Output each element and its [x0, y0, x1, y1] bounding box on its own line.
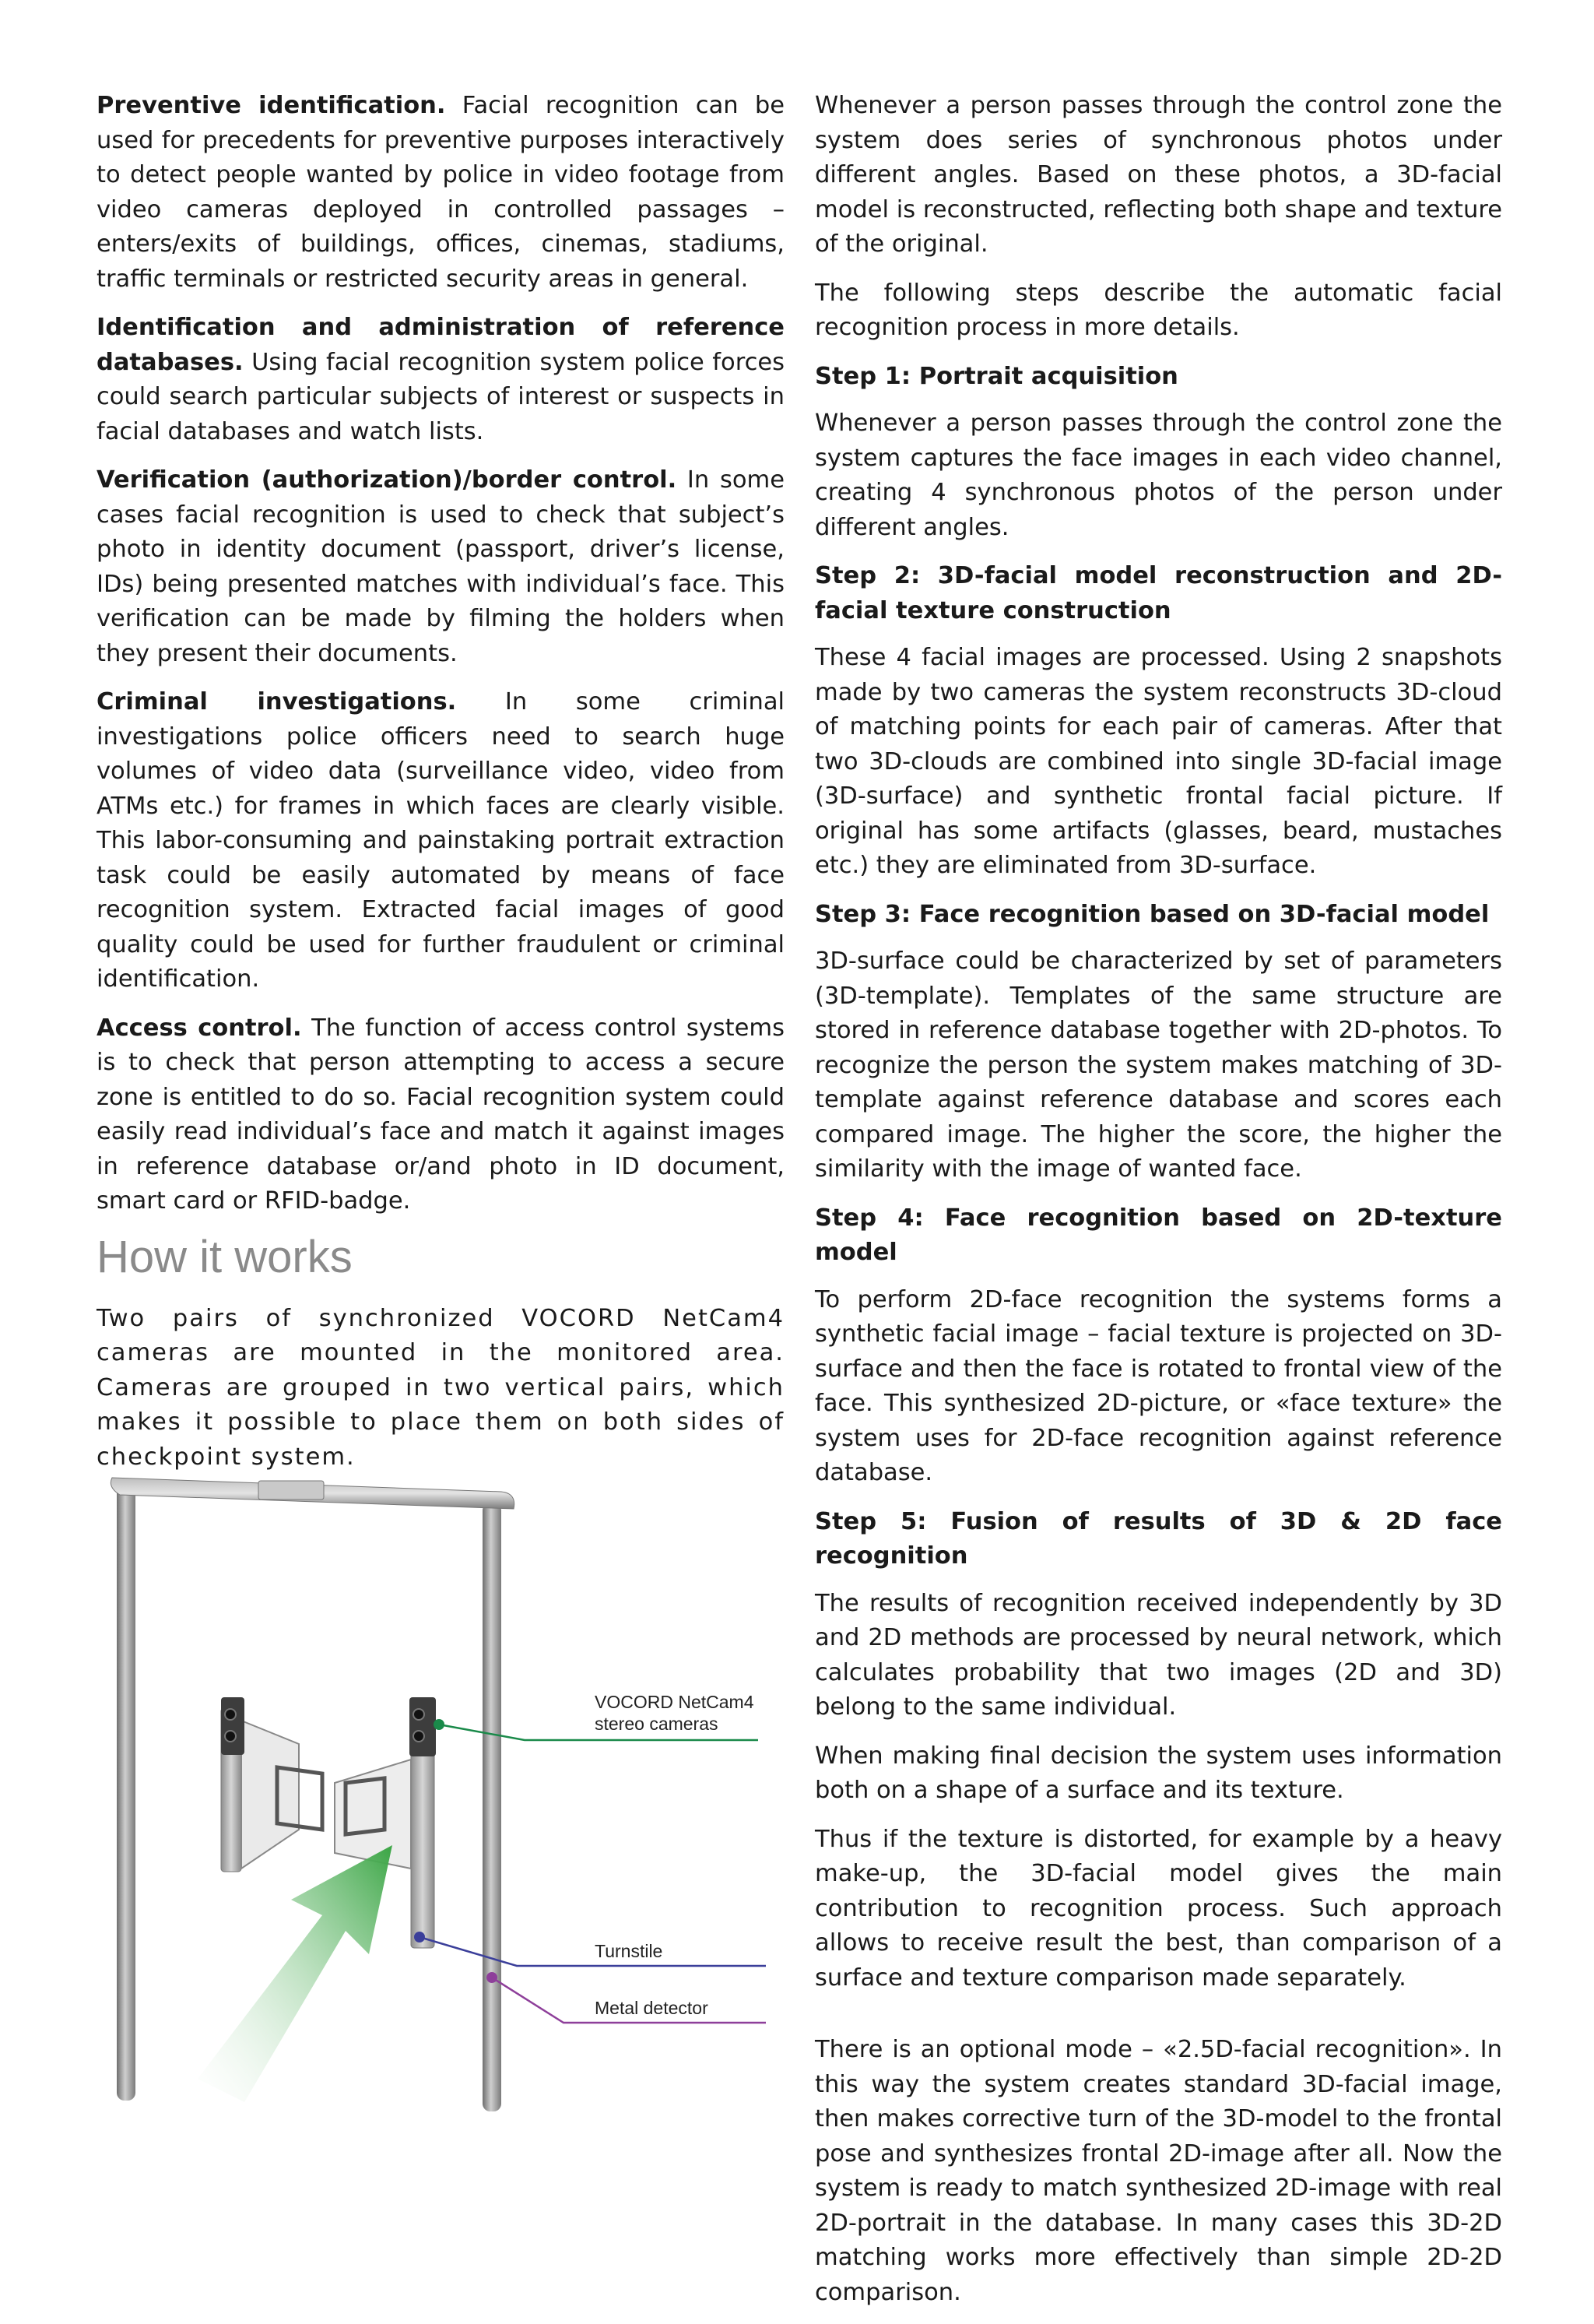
step1-title: Step 1: Portrait acquisition: [815, 362, 1178, 390]
right-paragraph-1: Whenever a person passes through the control zone the system does series of synchronous photos under different angles. Based on these photos, a 3D-facial model is reconstructed, reflecting both shape and texture of the original.: [815, 92, 1502, 258]
turnstile-leader-line: [420, 1937, 766, 1966]
paragraph-identification: [97, 311, 785, 449]
step3-text: 3D-surface could be characterized by set of parameters (3D-template). Templates of the same structure are stored in reference database together with 2D-photos. To recognize the person the system makes matching of 3D-template against reference database and scores each compared image. The higher the score, the higher the similarity with the image of wanted face.: [815, 948, 1502, 1183]
text-preventive: Facial recognition can be used for precedents for preventive purposes interactively to detect people wanted by police in video footage from video cameras deployed in controlled passages – enters/exits of buildings, offices, cinemas, stadiums, traffic terminals or restricted security areas in general.: [97, 92, 785, 293]
label-cameras-line1: VOCORD NetCam4: [595, 1692, 754, 1712]
heading-access: Access control.: [97, 1014, 302, 1042]
step2-text: These 4 facial images are processed. Using 2 snapshots made by two cameras the system reconstructs 3D-cloud of matching points for each pair of cameras. After that two 3D-clouds are combined into single 3D-facial image (3D-surface) and synthetic frontal facial picture. If original has some artifacts (glasses, beard, mustaches etc.) they are eliminated from 3D-surface.: [815, 644, 1502, 879]
label-metal-detector: Metal detector: [595, 1998, 708, 2018]
text-criminal: In some criminal investigations police officers need to search huge volumes of video data (surveillance video, video from ATMs etc.) for frames in which faces are clearly visible. This labor-consuming and painstaking portrait extraction task could be easily automated by means of face recognition system. Extracted facial images of good quality could be used for further fraudulent or criminal identification.: [97, 688, 785, 993]
heading-preventive: Preventive identification.: [97, 92, 446, 119]
step5-text-1: The results of recognition received independently by 3D and 2D methods are processed by neural network, which calculates probability that two images (2D and 3D) belong to the same individual.: [815, 1589, 1502, 1721]
right-paragraph-2: The following steps describe the automatic facial recognition process in more details.: [815, 279, 1502, 341]
heading-criminal: Criminal investigations.: [97, 688, 457, 715]
detector-left-pole: [117, 1485, 135, 2101]
paragraph-preventive: [97, 89, 785, 297]
heading-verification: Verification (authorization)/border control.: [97, 466, 677, 494]
paragraph-access: [97, 1011, 785, 1219]
label-cameras-line2: stereo cameras: [595, 1714, 718, 1734]
checkpoint-diagram: [97, 1464, 781, 2133]
step4-title: Step 4: Face recognition based on 2D-texture model: [815, 1204, 1502, 1266]
right-column: [815, 89, 1502, 2324]
right-camera-housing: [409, 1697, 436, 1756]
text-verification: In some cases facial recognition is used to check that subject’s photo in identity document (passport, driver’s license, IDs) being presented matches with individual’s face. This verification can be made by filming the holders when they present their documents.: [97, 466, 785, 667]
paragraph-gap: [815, 2009, 1502, 2033]
step5-text-3: Thus if the texture is distorted, for example by a heavy make-up, the 3D-facial model gives the main contribution to recognition process. Such approach allows to receive result the best, than comparison of a surface and texture comparison made separately.: [815, 1825, 1502, 1992]
optional-mode-paragraph: There is an optional mode – «2.5D-facial recognition». In this way the system creates standard 3D-facial image, then makes corrective turn of the 3D-model to the frontal pose and synthesizes frontal 2D-image after all. Now the system is ready to match synthesized 2D-image with real 2D-portrait in the database. In many cases this 3D-2D matching works more effectively than simple 2D-2D comparison.: [815, 2036, 1502, 2306]
paragraph-criminal: [97, 685, 785, 997]
paragraph-verification: [97, 463, 785, 671]
heading-identification: Identification and administration of reference databases.: [97, 314, 785, 376]
left-column: [97, 89, 785, 1489]
step5-text-2: When making final decision the system uses information both on a shape of a surface and its texture.: [815, 1742, 1502, 1804]
detector-top-panel: [258, 1481, 324, 1500]
step2-title: Step 2: 3D-facial model reconstruction and 2D-facial texture construction: [815, 562, 1502, 624]
detector-right-pole: [483, 1503, 501, 2111]
label-turnstile: Turnstile: [595, 1941, 663, 1961]
section-title: How it works: [97, 1231, 353, 1282]
text-access: The function of access control systems is to check that person attempting to access a secure zone is entitled to do so. Facial recognition system could easily read individual’s face and match it against images in reference database or/and photo in ID document, smart card or RFID-badge.: [97, 1014, 785, 1215]
intro-paragraph: Two pairs of synchronized VOCORD NetCam4 cameras are mounted in the monitored area. Cameras are grouped in two vertical pairs, which makes it possible to place them on both sides of checkpoint system.: [97, 1304, 785, 1471]
left-camera-housing: [221, 1697, 244, 1755]
step1-text: Whenever a person passes through the control zone the system captures the face images in each video channel, creating 4 synchronous photos of the person under different angles.: [815, 410, 1502, 541]
checkpoint-illustration: [97, 1464, 781, 2133]
text-identification: Using facial recognition system police forces could search particular subjects of interest or suspects in facial databases and watch lists.: [97, 348, 785, 445]
step3-title: Step 3: Face recognition based on 3D-facial model: [815, 900, 1490, 928]
step5-title: Step 5: Fusion of results of 3D & 2D face recognition: [815, 1507, 1502, 1570]
step4-text: To perform 2D-face recognition the systems forms a synthetic facial image – facial texture is projected on 3D-surface and then the face is rotated to frontal view of the face. This synthesized 2D-picture, or «face texture» the system uses for 2D-face recognition against reference database.: [815, 1285, 1502, 1486]
direction-arrow: [198, 1845, 392, 2102]
